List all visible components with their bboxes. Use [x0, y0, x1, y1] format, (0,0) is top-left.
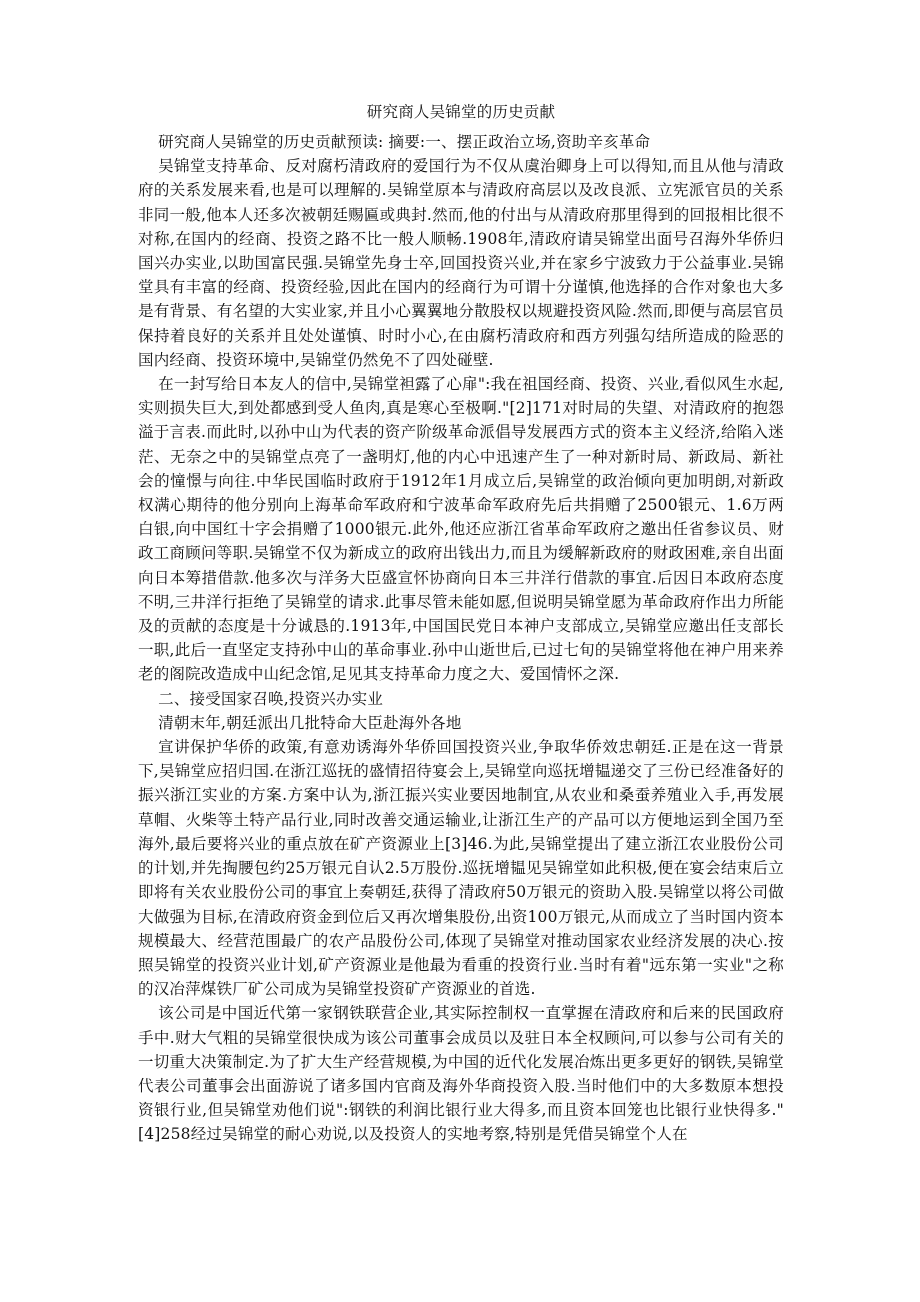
paragraph-1: 吴锦堂支持革命、反对腐朽清政府的爱国行为不仅从虞治卿身上可以得知,而且从他与清政府的关系发展来看,也是可以理解的.吴锦堂原本与清政府高层以及改良派、立宪派官员的关系非同一般,他本人还多次被朝廷赐匾或典封.然而,他的付出与从清政府那里得到的回报相比很不对称,在国内的经商、投资之路不比一般人顺畅.1908年,清政府请吴锦堂出面号召海外华侨归国兴办实业,以助国富民强.吴锦堂先身士卒,回国投资兴业,并在家乡宁波致力于公益事业.吴锦堂具有丰富的经商、投资经验,因此在国内的经商行为可谓十分谨慎,他选择的合作对象也大多是有背景、有名望的大实业家,并且小心翼翼地分散股权以规避投资风险.然而,即便与高层官员保持着良好的关系并且处处谨慎、时时小心,在由腐朽清政府和西方列强勾结所造成的险恶的国内经商、投资环境中,吴锦堂仍然免不了四处碰壁. [138, 157, 784, 369]
document-page [138, 100, 784, 1147]
paragraph-5: 该公司是中国近代第一家钢铁联营企业,其实际控制权一直掌握在清政府和后来的民国政府手中.财大气粗的吴锦堂很快成为该公司董事会成员以及驻日本全权顾问,可以参与公司有关的一切重大决策制定.为了扩大生产经营规模,为中国的近代化发展冶炼出更多更好的钢铁,吴锦堂代表公司董事会出面游说了诸多国内官商及海外华商投资入股.当时他们中的大多数原本想投资银行业,但吴锦堂劝他们说":钢铁的利润比银行业大得多,而且资本回笼也比银行业快得多."[4]258经过吴锦堂的耐心劝说,以及投资人的实地考察,特别是凭借吴锦堂个人在 [138, 1004, 784, 1144]
paragraph-3: 清朝末年,朝廷派出几批特命大臣赴海外各地 [158, 713, 462, 732]
document-title: 研究商人吴锦堂的历史贡献 [366, 103, 556, 121]
paragraph-4: 宣讲保护华侨的政策,有意劝诱海外华侨回国投资兴业,争取华侨效忠朝廷.正是在这一背景下,吴锦堂应招归国.在浙江巡抚的盛情招待宴会上,吴锦堂向巡抚增韫递交了三份已经准备好的振兴浙江实业的方案.方案中认为,浙江振兴实业要因地制宜,从农业和桑蚕养殖业入手,再发展草帽、火柴等土特产品行业,同时改善交通运输业,让浙江生产的产品可以方便地运到全国乃至海外,最后要将兴业的重点放在矿产资源业上[3]46.为此,吴锦堂提出了建立浙江农业股份公司的计划,并先掏腰包约25万银元自认2.5万股份.巡抚增韫见吴锦堂如此积极,便在宴会结束后立即将有关农业股份公司的事宜上奏朝廷,获得了清政府50万银元的资助入股.吴锦堂以将公司做大做强为目标,在清政府资金到位后又再次增集股份,出资100万银元,从而成立了当时国内资本规模最大、经营范围最广的农产品股份公司,体现了吴锦堂对推动国家农业经济发展的决心.按照吴锦堂的投资兴业计划,矿产资源业是他最为看重的投资行业.当时有着"远东第一实业"之称的汉冶萍煤铁厂矿公司成为吴锦堂投资矿产资源业的首选. [138, 738, 784, 999]
paragraph-2: 在一封写给日本友人的信中,吴锦堂袒露了心扉":我在祖国经商、投资、兴业,看似风生水起,实则损失巨大,到处都感到受人鱼肉,真是寒心至极啊."[2]171对时局的失望、对清政府的抱怨溢于言表.而此时,以孙中山为代表的资产阶级革命派倡导发展西方式的资本主义经济,给陷入迷茫、无奈之中的吴锦堂点亮了一盏明灯,他的内心中迅速产生了一种对新时局、新政局、新社会的憧憬与向往.中华民国临时政府于1912年1月成立后,吴锦堂的政治倾向更加明朗,对新政权满心期待的他分别向上海革命军政府和宁波革命军政府先后共捐赠了2500银元、1.6万两白银,向中国红十字会捐赠了1000银元.此外,他还应浙江省革命军政府之邀出任省参议员、财政工商顾问等职.吴锦堂不仅为新成立的政府出钱出力,而且为缓解新政府的财政困难,亲自出面向日本筹措借款.他多次与洋务大臣盛宣怀协商向日本三井洋行借款的事宜.后因日本政府态度不明,三井洋行拒绝了吴锦堂的请求.此事尽管未能如愿,但说明吴锦堂愿为革命政府作出力所能及的贡献的态度是十分诚恳的.1913年,中国国民党日本神户支部成立,吴锦堂应邀出任支部长一职,此后一直坚定支持孙中山的革命事业.孙中山逝世后,已过七旬的吴锦堂将他在神户用来养老的阁院改造成中山纪念馆,足见其支持革命力度之大、爱国情怀之深. [138, 375, 784, 684]
section-heading-2: 二、接受国家召唤,投资兴办实业 [158, 689, 384, 708]
paragraph-preview: 研究商人吴锦堂的历史贡献预读: 摘要:一、摆正政治立场,资助辛亥革命 [158, 133, 651, 151]
